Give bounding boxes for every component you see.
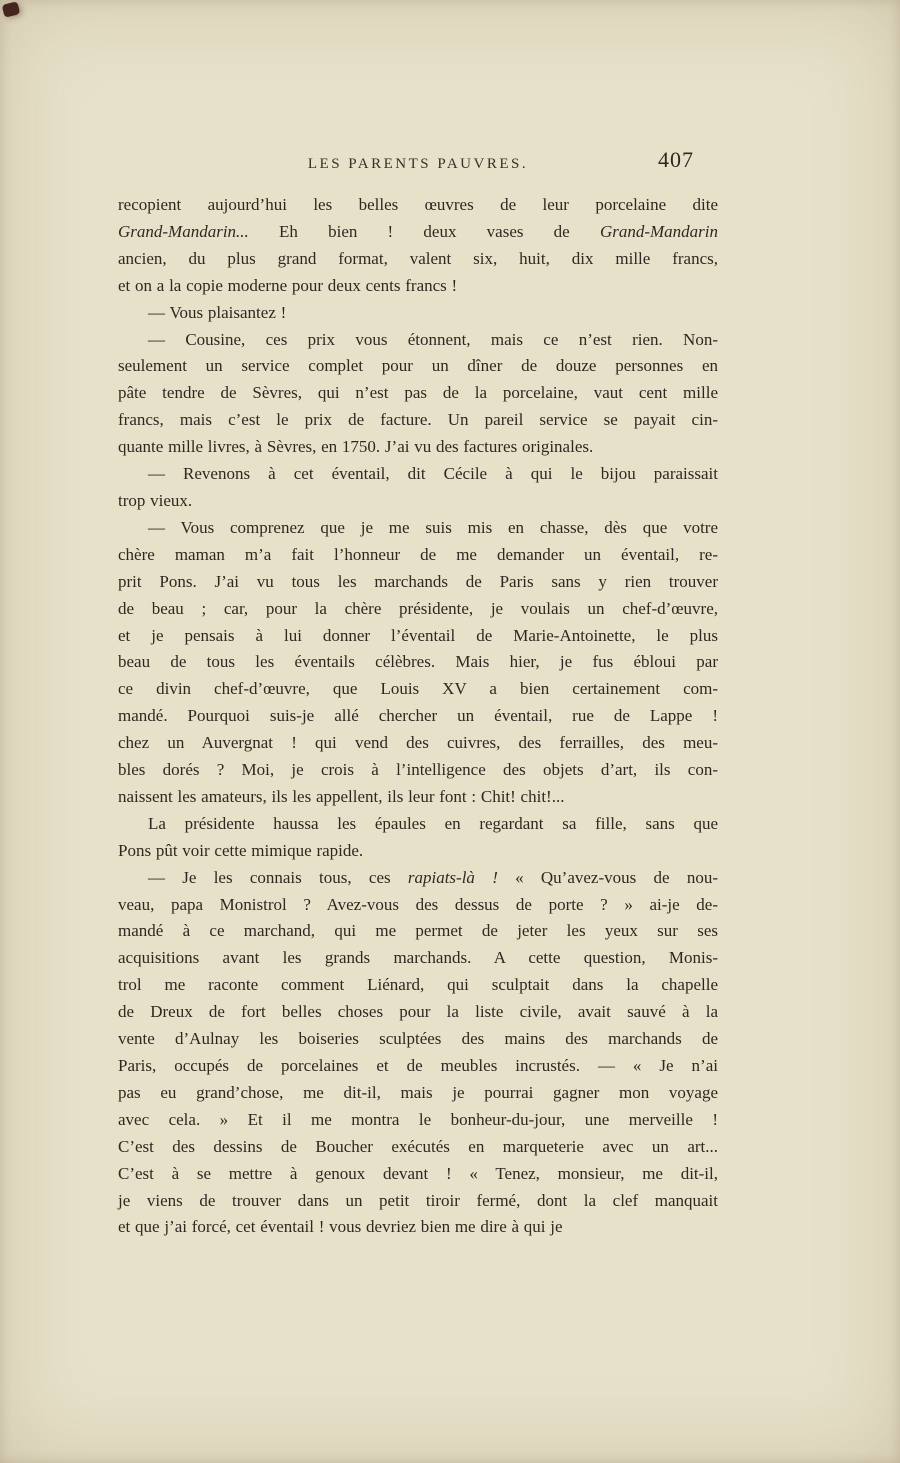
- text-line: [118, 542, 718, 569]
- text-line: [118, 327, 718, 354]
- paragraph: [118, 515, 718, 811]
- text-line: [118, 353, 718, 380]
- body-text-segment: quante mille livres, à Sèvres, en 1750. J’ai vu des factures originales.: [118, 437, 594, 457]
- text-line: [118, 515, 718, 542]
- body-text-segment: chère maman m’a fait l’honneur de me demander un éventail, re-: [118, 544, 718, 564]
- body-text-segment: avec cela. » Et il me montra le bonheur-du-jour, une merveille !: [118, 1109, 718, 1129]
- paragraph: [118, 192, 718, 300]
- body-text-segment: recopient aujourd’hui les belles œuvres de leur porcelaine dite: [118, 195, 718, 214]
- page-header: [118, 147, 718, 180]
- text-line: [118, 757, 718, 784]
- body-text-segment: Eh bien ! deux vases de: [248, 221, 600, 241]
- body-text-segment: ancien, du plus grand format, valent six, huit, dix mille francs,: [118, 248, 718, 268]
- text-line: [118, 1188, 718, 1215]
- text-line: [118, 1107, 718, 1134]
- body-text-segment: seulement un service complet pour un dîner de douze personnes en: [118, 356, 718, 376]
- body-text-segment: prit Pons. J’ai vu tous les marchands de Paris sans y rien trouver: [118, 571, 718, 591]
- body-text-segment: et que j’ai forcé, cet éventail ! vous devriez bien me dire à qui je: [118, 1217, 563, 1237]
- body-text-segment: Pons pût voir cette mimique rapide.: [118, 840, 364, 860]
- body-text-segment: — Vous comprenez que je me suis mis en chasse, dès que votre: [148, 517, 718, 537]
- paragraph: [118, 865, 718, 1242]
- text-line: [118, 999, 718, 1026]
- italic-text: rapiats-là !: [407, 867, 498, 887]
- text-line: [118, 730, 718, 757]
- body-text-segment: mandé à ce marchand, qui me permet de jeter les yeux sur ses: [118, 921, 718, 941]
- body-text-segment: francs, mais c’est le prix de facture. Un pareil service se payait cin-: [118, 410, 718, 430]
- paragraph: [118, 811, 718, 865]
- text-line: [118, 488, 718, 515]
- scan-artifact: [2, 1, 21, 17]
- text-line: [118, 273, 718, 300]
- text-line: [118, 945, 718, 972]
- body-text-segment: trop vieux.: [118, 490, 193, 510]
- body-text-segment: naissent les amateurs, ils les appellent, ils leur font : Chit! chit!...: [118, 786, 565, 806]
- text-line: [118, 434, 718, 461]
- text-line: [118, 918, 718, 945]
- body-text-segment: chez un Auvergnat ! qui vend des cuivres, des ferrailles, des meu-: [118, 733, 718, 753]
- body-text-segment: de Dreux de fort belles choses pour la liste civile, avait sauvé à la: [118, 1002, 718, 1022]
- text-line: [118, 1080, 718, 1107]
- text-line: [118, 892, 718, 919]
- text-line: [118, 811, 718, 838]
- body-text-segment: bles dorés ? Moi, je crois à l’intelligence des objets d’art, ils con-: [118, 760, 718, 780]
- text-line: [118, 219, 718, 246]
- body-text-segment: Paris, occupés de porcelaines et de meubles incrustés. — « Je n’ai: [118, 1056, 718, 1075]
- body-text-segment: beau de tous les éventails célèbres. Mais hier, je fus ébloui par: [118, 652, 718, 672]
- text-line: [118, 838, 718, 865]
- body-text-segment: « Qu’avez-vous de nou-: [497, 867, 718, 887]
- body-text-segment: La présidente haussa les épaules en regardant sa fille, sans que: [148, 813, 718, 833]
- body-text-segment: — Je les connais tous, ces: [148, 867, 408, 887]
- text-line: [118, 1214, 718, 1241]
- body-text-segment: pâte tendre de Sèvres, qui n’est pas de la porcelaine, vaut cent mille: [118, 383, 718, 403]
- text-line: [118, 596, 718, 623]
- body-text-segment: mandé. Pourquoi suis-je allé chercher un éventail, rue de Lappe !: [118, 706, 718, 726]
- body-text-segment: C’est à se mettre à genoux devant ! « Tenez, monsieur, me dit-il,: [118, 1163, 718, 1183]
- italic-text: Grand-Mandarin...: [118, 221, 249, 241]
- text-line: [118, 649, 718, 676]
- page-number: 407: [658, 147, 694, 172]
- body-text-segment: et je pensais à lui donner l’éventail de Marie-Antoinette, le plus: [118, 625, 718, 645]
- text-line: [118, 865, 718, 892]
- text-line: [118, 407, 718, 434]
- text-line: [118, 380, 718, 407]
- text-line: [118, 1134, 718, 1161]
- text-line: [118, 623, 718, 650]
- text-line: [118, 192, 718, 219]
- running-title: LES PARENTS PAUVRES.: [307, 156, 529, 172]
- body-text-segment: — Revenons à cet éventail, dit Cécile à qui le bijou paraissait: [148, 464, 718, 484]
- body-text-segment: et on a la copie moderne pour deux cents francs !: [118, 275, 458, 295]
- page-content: [118, 147, 718, 1241]
- body-text-segment: trol me raconte comment Liénard, qui sculptait dans la chapelle: [118, 975, 718, 995]
- text-line: [118, 246, 718, 273]
- body-text-segment: veau, papa Monistrol ? Avez-vous des dessus de porte ? » ai-je de-: [118, 894, 718, 914]
- text-line: [118, 461, 718, 488]
- body-text-segment: ce divin chef-d’œuvre, que Louis XV a bien certainement com-: [118, 679, 718, 699]
- text-line: [118, 569, 718, 596]
- paragraph: [118, 327, 718, 462]
- text-line: [118, 1053, 718, 1080]
- body-text-segment: vente d’Aulnay les boiseries sculptées des mains des marchands de: [118, 1029, 718, 1049]
- text-line: [118, 1026, 718, 1053]
- text-line: [118, 300, 718, 327]
- body-text-segment: pas eu grand’chose, me dit-il, mais je pourrai gagner mon voyage: [118, 1082, 718, 1102]
- body-text-segment: de beau ; car, pour la chère présidente, je voulais un chef-d’œuvre,: [118, 598, 718, 618]
- text-line: [118, 784, 718, 811]
- paragraph: [118, 300, 718, 327]
- italic-text: Grand-Mandarin: [599, 221, 718, 241]
- body-text-segment: je viens de trouver dans un petit tiroir fermé, dont la clef manquait: [118, 1190, 718, 1210]
- text-line: [118, 676, 718, 703]
- body-text: [118, 192, 718, 1241]
- text-line: [118, 1161, 718, 1188]
- body-text-segment: — Vous plaisantez !: [148, 302, 287, 322]
- text-line: [118, 972, 718, 999]
- body-text-segment: — Cousine, ces prix vous étonnent, mais ce n’est rien. Non-: [148, 329, 718, 349]
- paragraph: [118, 461, 718, 515]
- text-line: [118, 703, 718, 730]
- body-text-segment: C’est des dessins de Boucher exécutés en marqueterie avec un art...: [118, 1136, 718, 1156]
- body-text-segment: acquisitions avant les grands marchands. A cette question, Monis-: [118, 948, 718, 968]
